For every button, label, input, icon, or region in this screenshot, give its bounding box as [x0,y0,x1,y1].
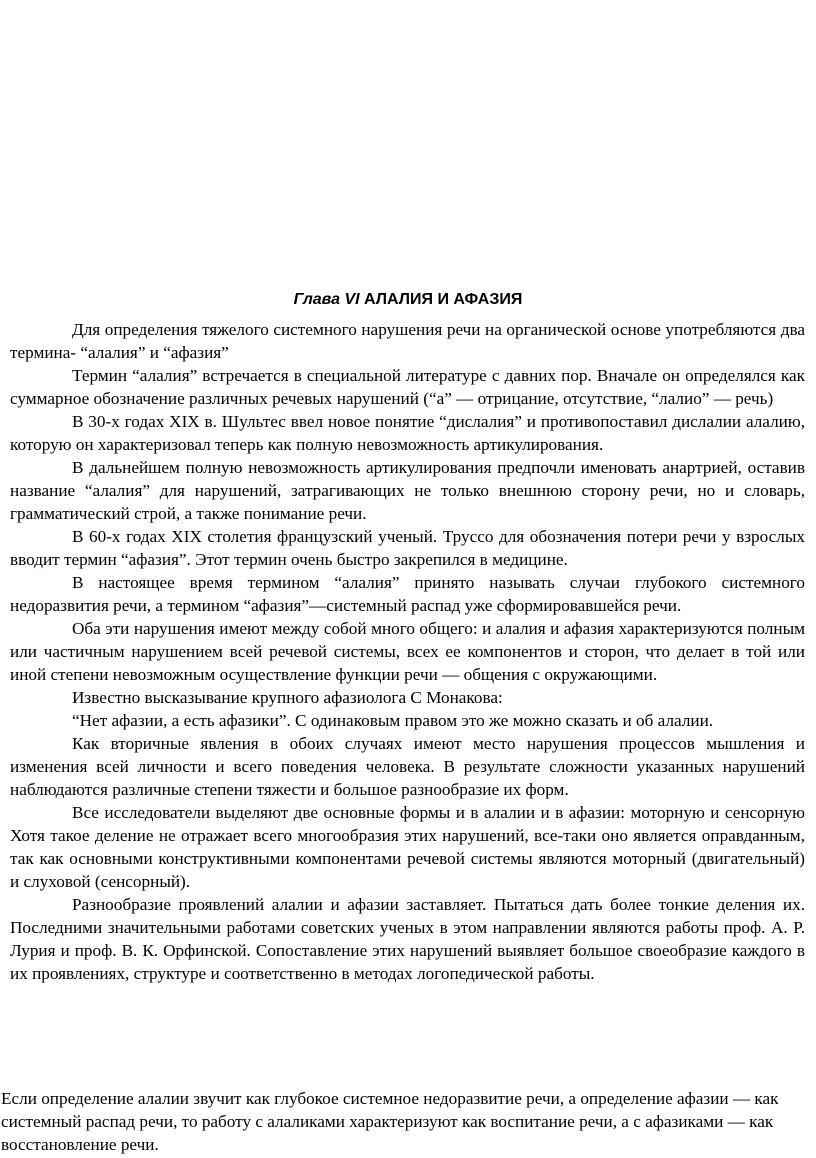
paragraph: В 30-х годах XIX в. Шультес ввел новое понятие “дислалия” и противопоставил дислалии алалию, которую он характеризовал теперь как полную невозможность артикулирования. [10,412,805,454]
paragraph: Все исследователи выделяют две основные формы и в алалии и в афазии: моторную и сенсорную Хотя такое деление не отражает всего многообразия этих нарушений, все-таки оно является оправданным, так как основными конструктивными компонентами речевой системы являются моторный (двигательный) и слуховой (сенсорный). [10,803,805,891]
paragraph: Для определения тяжелого системного нарушения речи на органической основе употребляются два термина- “алалия” и “афазия” [10,320,805,362]
chapter-number: Глава VI [293,291,360,308]
chapter-title [0,291,816,309]
paragraph: Известно высказывание крупного афазиолога С Монакова: [72,688,503,707]
final-paragraph: Если определение алалии звучит как глубокое системное недоразвитие речи, а определение афазии — как системный распад речи, то работу с алаликами характеризуют как воспитание речи, а с афазиками — как восстановление речи. [1,1089,779,1154]
paragraph: Разнообразие проявлений алалии и афазии заставляет. Пытаться дать более тонкие деления их. Последними значительными работами советских ученых в этом направлении являются работы проф. А. Р. Лурия и проф. В. К. Орфинской. Сопоставление этих нарушений выявляет большое своеобразие каждого в их проявлениях, структуре и соответственно в методах логопедической работы. [10,895,805,983]
paragraph: В 60-х годах XIX столетия французский ученый. Труссо для обозначения потери речи у взрослых вводит термин “афазия”. Этот термин очень быстро закрепился в медицине. [10,527,805,569]
paragraph: Термин “алалия” встречается в специальной литературе с давних пор. Вначале он определялся как суммарное обозначение различных речевых нарушений (“а” — отрицание, отсутствие, “лалио” — речь) [10,366,805,408]
paragraph: Оба эти нарушения имеют между собой много общего: и алалия и афазия характеризуются полным или частичным нарушением всей речевой системы, всех ее компонентов и сторон, что делает в той или иной степени невозможным осуществление функции речи — общения с окружающими. [10,619,805,684]
paragraph: В настоящее время термином “алалия” принято называть случаи глубокого системного недоразвития речи, а термином “афазия”—системный распад уже сформировавшейся речи. [10,573,805,615]
chapter-heading: АЛАЛИЯ И АФАЗИЯ [364,291,523,308]
paragraph: Как вторичные явления в обоих случаях имеют место нарушения процессов мышления и изменения всей личности и всего поведения человека. В результате сложности указанных нарушений наблюдаются различные степени тяжести и большое разнообразие их форм. [10,734,805,799]
paragraph: “Нет афазии, а есть афазики”. С одинаковым правом это же можно сказать и об алалии. [72,711,714,730]
body-text [10,318,805,985]
paragraph: В дальнейшем полную невозможность артикулирования предпочли именовать анартрией, оставив название “алалия” для нарушений, затрагивающих не только внешнюю сторону речи, но и словарь, грамматический строй, а также понимание речи. [10,458,805,523]
